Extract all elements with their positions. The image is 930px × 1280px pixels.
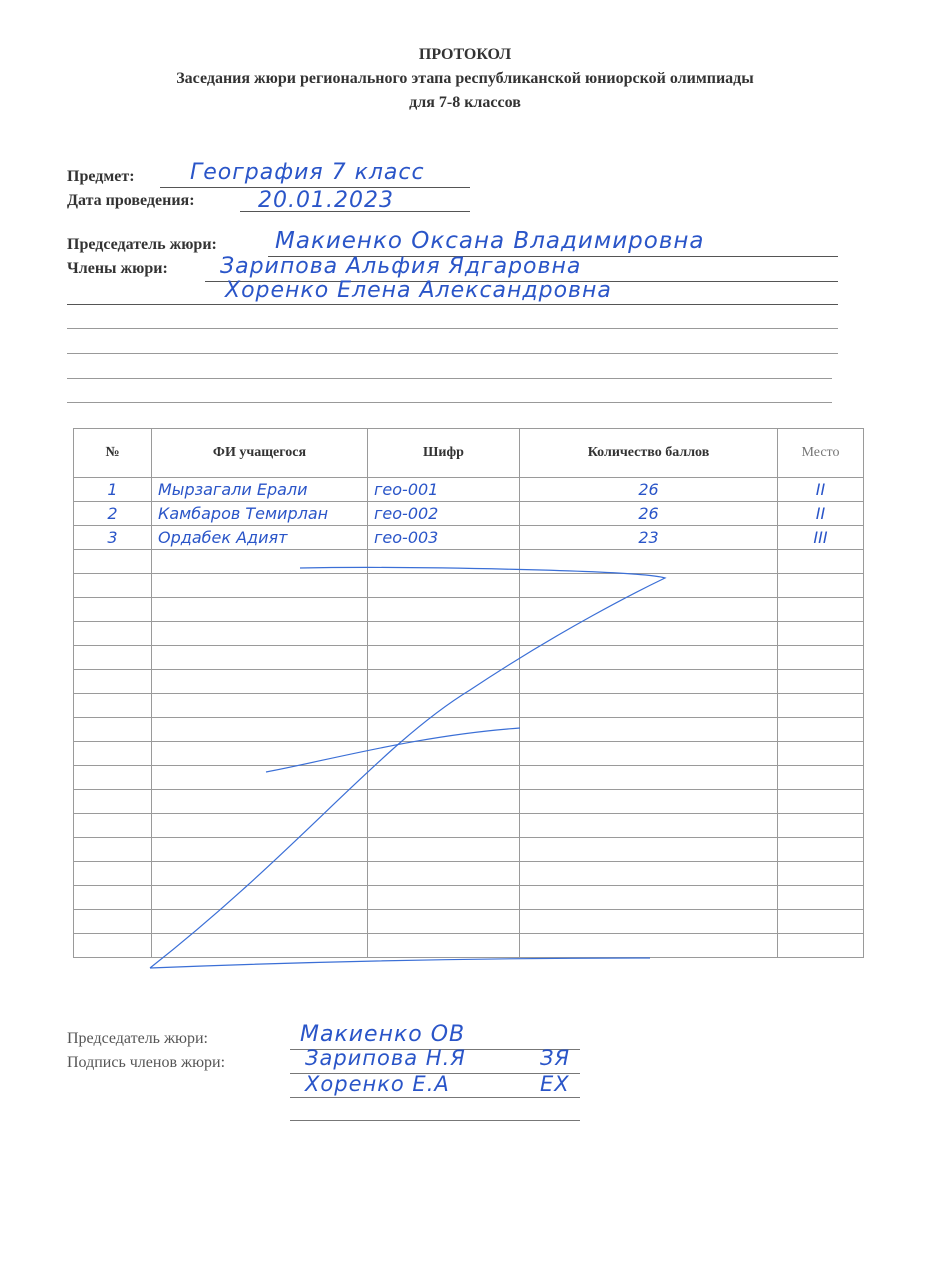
empty-cell: [520, 622, 778, 646]
empty-cell: [74, 814, 152, 838]
empty-cell: [74, 550, 152, 574]
empty-cell: [778, 838, 864, 862]
subject-label: Предмет:: [67, 168, 135, 185]
column-header-code: Шифр: [368, 429, 520, 478]
signature-chair-label: Председатель жюри:: [67, 1030, 208, 1047]
empty-cell: [368, 550, 520, 574]
empty-cell: [778, 670, 864, 694]
student-place: III: [778, 526, 864, 550]
member2-underline: [67, 304, 838, 305]
column-header-student: ФИ учащегося: [152, 429, 368, 478]
empty-cell: [74, 766, 152, 790]
empty-cell: [74, 838, 152, 862]
results-table: [73, 428, 864, 958]
empty-cell: [368, 910, 520, 934]
empty-cell: [520, 598, 778, 622]
empty-cell: [520, 910, 778, 934]
table-row: [74, 502, 864, 526]
signature-blank-line: [290, 1120, 580, 1121]
empty-cell: [152, 670, 368, 694]
row-number: 1: [74, 478, 152, 502]
document-subtitle-line1: Заседания жюри регионального этапа республиканской юниорской олимпиады: [176, 70, 754, 87]
empty-cell: [368, 886, 520, 910]
empty-cell: [520, 742, 778, 766]
empty-cell: [152, 862, 368, 886]
empty-table-row: [74, 838, 864, 862]
empty-table-row: [74, 694, 864, 718]
empty-cell: [778, 934, 864, 958]
empty-cell: [152, 646, 368, 670]
signature-member2-initials: ЕХ: [540, 1072, 570, 1096]
empty-cell: [152, 550, 368, 574]
column-header-place: Место: [778, 429, 864, 478]
empty-cell: [74, 598, 152, 622]
table-row: [74, 478, 864, 502]
column-header-number: №: [74, 429, 152, 478]
empty-cell: [520, 814, 778, 838]
empty-cell: [520, 718, 778, 742]
signature-chair-value: Макиенко ОВ: [300, 1022, 466, 1047]
empty-cell: [368, 934, 520, 958]
student-name: Камбаров Темирлан: [152, 502, 368, 526]
empty-table-row: [74, 934, 864, 958]
row-number: 2: [74, 502, 152, 526]
empty-table-row: [74, 718, 864, 742]
empty-rows: [74, 550, 864, 958]
empty-cell: [778, 790, 864, 814]
date-value: 20.01.2023: [258, 188, 394, 213]
empty-table-row: [74, 766, 864, 790]
date-label: Дата проведения:: [67, 192, 195, 209]
student-score: 26: [520, 502, 778, 526]
student-place: II: [778, 502, 864, 526]
empty-cell: [74, 934, 152, 958]
empty-cell: [368, 622, 520, 646]
empty-cell: [778, 862, 864, 886]
signature-member2-underline: [290, 1097, 580, 1098]
empty-cell: [520, 862, 778, 886]
empty-cell: [74, 574, 152, 598]
empty-table-row: [74, 814, 864, 838]
empty-cell: [368, 646, 520, 670]
empty-cell: [152, 622, 368, 646]
empty-cell: [520, 766, 778, 790]
empty-table-row: [74, 550, 864, 574]
empty-cell: [74, 622, 152, 646]
empty-cell: [778, 550, 864, 574]
empty-cell: [368, 814, 520, 838]
empty-cell: [520, 886, 778, 910]
empty-cell: [74, 742, 152, 766]
student-score: 23: [520, 526, 778, 550]
student-place: II: [778, 478, 864, 502]
chair-label: Председатель жюри:: [67, 236, 217, 253]
empty-cell: [778, 646, 864, 670]
empty-cell: [152, 814, 368, 838]
members-label: Члены жюри:: [67, 260, 168, 277]
empty-cell: [74, 790, 152, 814]
empty-cell: [368, 766, 520, 790]
empty-cell: [368, 862, 520, 886]
empty-cell: [778, 718, 864, 742]
member2-value: Хоренко Елена Александровна: [225, 278, 612, 303]
empty-cell: [778, 694, 864, 718]
subject-value: География 7 класс: [190, 160, 425, 185]
empty-cell: [74, 910, 152, 934]
empty-table-row: [74, 574, 864, 598]
student-score: 26: [520, 478, 778, 502]
signature-members-label: Подпись членов жюри:: [67, 1054, 226, 1071]
empty-cell: [368, 574, 520, 598]
empty-cell: [368, 718, 520, 742]
empty-cell: [152, 598, 368, 622]
empty-cell: [368, 670, 520, 694]
empty-table-row: [74, 598, 864, 622]
empty-cell: [520, 694, 778, 718]
empty-cell: [368, 790, 520, 814]
member1-value: Зарипова Альфия Ядгаровна: [220, 254, 582, 279]
student-name: Ордабек Адият: [152, 526, 368, 550]
empty-cell: [520, 670, 778, 694]
empty-cell: [778, 814, 864, 838]
empty-cell: [152, 886, 368, 910]
empty-cell: [152, 742, 368, 766]
empty-cell: [152, 694, 368, 718]
empty-table-row: [74, 910, 864, 934]
chair-value: Макиенко Оксана Владимировна: [275, 228, 705, 254]
document-subtitle-line2: для 7-8 классов: [409, 94, 521, 111]
empty-cell: [368, 742, 520, 766]
empty-cell: [778, 598, 864, 622]
empty-cell: [778, 742, 864, 766]
empty-cell: [520, 550, 778, 574]
empty-table-row: [74, 886, 864, 910]
student-code: гео-003: [368, 526, 520, 550]
empty-cell: [520, 646, 778, 670]
column-header-score: Количество баллов: [520, 429, 778, 478]
row-number: 3: [74, 526, 152, 550]
empty-cell: [520, 790, 778, 814]
table-row: [74, 526, 864, 550]
empty-cell: [74, 670, 152, 694]
empty-table-row: [74, 670, 864, 694]
empty-cell: [368, 838, 520, 862]
empty-cell: [152, 766, 368, 790]
empty-cell: [152, 574, 368, 598]
blank-line: [67, 402, 832, 403]
empty-table-row: [74, 742, 864, 766]
empty-table-row: [74, 646, 864, 670]
blank-line: [67, 353, 838, 354]
empty-cell: [74, 694, 152, 718]
empty-cell: [520, 838, 778, 862]
empty-cell: [778, 910, 864, 934]
empty-cell: [368, 694, 520, 718]
blank-line: [67, 328, 838, 329]
empty-cell: [778, 622, 864, 646]
empty-cell: [520, 934, 778, 958]
blank-line: [67, 378, 832, 379]
empty-cell: [778, 766, 864, 790]
table-header-row: [74, 429, 864, 478]
empty-cell: [74, 886, 152, 910]
empty-cell: [368, 598, 520, 622]
empty-cell: [778, 886, 864, 910]
student-code: гео-001: [368, 478, 520, 502]
empty-cell: [152, 910, 368, 934]
empty-cell: [520, 574, 778, 598]
empty-cell: [74, 646, 152, 670]
signature-member1-value: Зарипова Н.Я: [305, 1046, 466, 1070]
student-code: гео-002: [368, 502, 520, 526]
empty-cell: [152, 934, 368, 958]
signature-member1-initials: ЗЯ: [540, 1046, 571, 1070]
empty-cell: [152, 790, 368, 814]
signature-member2-value: Хоренко Е.А: [305, 1072, 450, 1096]
empty-table-row: [74, 862, 864, 886]
document-title: ПРОТОКОЛ: [418, 46, 512, 63]
empty-cell: [74, 718, 152, 742]
empty-table-row: [74, 790, 864, 814]
empty-cell: [152, 838, 368, 862]
student-name: Мырзагали Ерали: [152, 478, 368, 502]
empty-table-row: [74, 622, 864, 646]
empty-cell: [152, 718, 368, 742]
empty-cell: [74, 862, 152, 886]
empty-cell: [778, 574, 864, 598]
